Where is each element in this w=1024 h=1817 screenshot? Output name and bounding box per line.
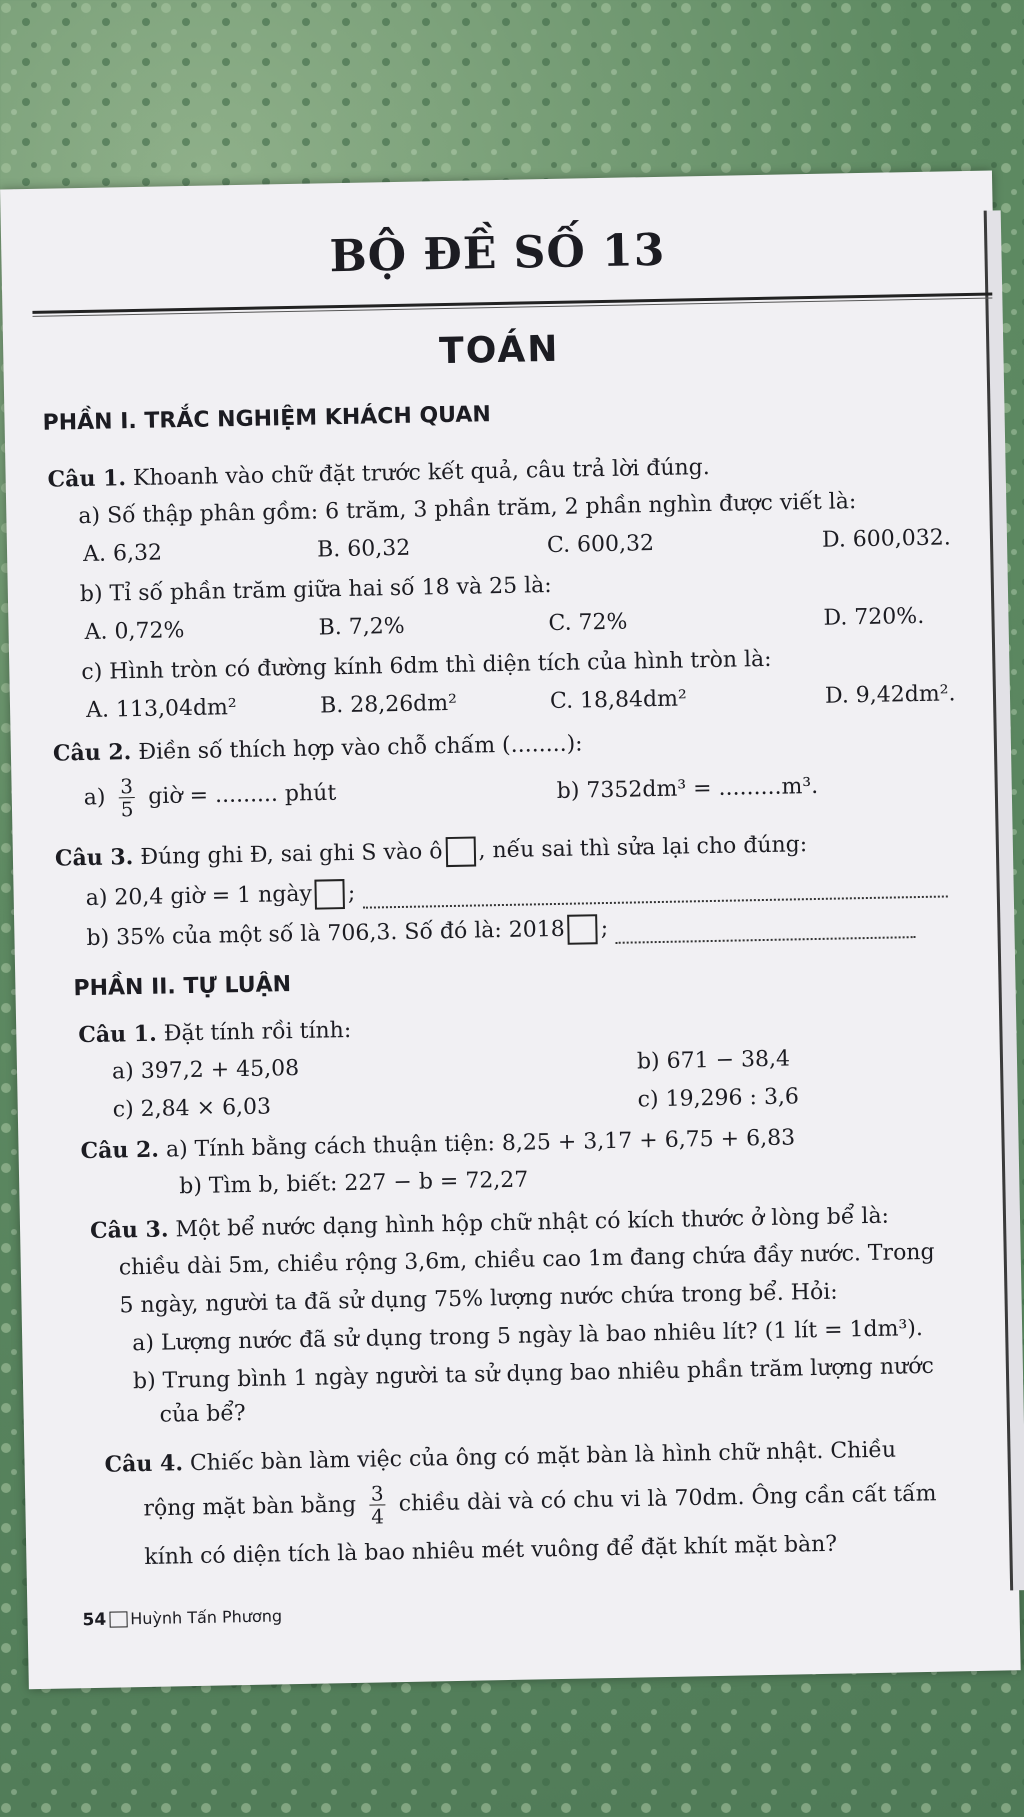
p1-q2a-rest: giờ = ......... phút (147, 780, 337, 810)
p1-q3b-text: b) 35% của một số là 706,3. Số đó là: 2018 (86, 916, 565, 951)
p2-q3-line1 (90, 1203, 889, 1244)
p1-q1 (47, 454, 710, 493)
p1-q1b-option-c: C. 72% (548, 609, 628, 637)
p2-q2 (80, 1124, 795, 1164)
p2-q4-line1 (104, 1437, 896, 1478)
p1-q2a-prefix: a) (83, 785, 106, 811)
p1-q3b (86, 907, 991, 954)
p1-q3a-text: a) 20,4 giờ = 1 ngày (85, 881, 313, 912)
p1-q1a-option-b: B. 60,32 (316, 535, 411, 563)
p1-q1a-option-c: C. 600,32 (546, 531, 655, 559)
p1-q3a-correction-line[interactable] (362, 877, 947, 908)
p1-q2a-denominator: 5 (120, 797, 134, 822)
p2-q4-line2 (143, 1472, 937, 1532)
subject-title: TOÁN (438, 328, 560, 373)
p1-q1c-text: c) Hình tròn có đường kính 6dm thì diện tích của hình tròn là: (81, 646, 772, 686)
p2-q1-item-c: c) 2,84 × 6,03 (112, 1094, 272, 1123)
p2-q3-b2: của bể? (159, 1401, 246, 1428)
p2-q2-b: b) Tìm b, biết: 227 − b = 72,27 (179, 1167, 529, 1200)
page-number: 54 (82, 1609, 107, 1631)
part2-heading: PHẦN II. TỰ LUẬN (73, 972, 292, 1002)
p1-q3a-answer-box[interactable] (315, 879, 346, 910)
title-rule (32, 292, 992, 313)
p1-q1-label: Câu 1. (47, 465, 127, 493)
p1-q1-text: Khoanh vào chữ đặt trước kết quả, câu trả lời đúng. (132, 454, 710, 492)
p1-q1b-text: b) Tỉ số phần trăm giữa hai số 18 và 25 là: (79, 573, 552, 608)
p2-q3-a: a) Lượng nước đã sử dụng trong 5 ngày là bao nhiêu lít? (1 lít = 1dm³). (132, 1316, 924, 1357)
p2-q3-b1: b) Trung bình 1 ngày người ta sử dụng bao nhiêu phần trăm lượng nước (132, 1353, 935, 1395)
p1-q1c-option-d: D. 9,42dm². (824, 681, 956, 709)
p1-q3b-correction-line[interactable] (615, 918, 915, 944)
p1-q3a (85, 867, 990, 914)
p2-q4-text-1: Chiếc bàn làm việc của ông có mặt bàn là hình chữ nhật. Chiều (189, 1437, 897, 1477)
p1-q2-text: Điền số thích hợp vào chỗ chấm (........): (138, 731, 583, 765)
author-name: Huỳnh Tấn Phương (130, 1606, 283, 1629)
p2-q3-label: Câu 3. (89, 1216, 169, 1244)
p2-q1-text: Đặt tính rồi tính: (163, 1017, 352, 1047)
p1-q1b-option-d: D. 720%. (823, 603, 925, 631)
p1-q2a (83, 771, 336, 821)
p2-q1-item-b: b) 671 − 38,4 (636, 1046, 791, 1075)
p2-q4-text-2a: rộng mặt bàn bằng (143, 1492, 357, 1522)
p1-q1c-option-a: A. 113,04dm² (85, 695, 237, 723)
p1-q2b: b) 7352dm³ = .........m³. (556, 773, 819, 804)
p1-q2a-numerator: 3 (120, 774, 134, 799)
p2-q1-item-d: c) 19,296 : 3,6 (637, 1084, 800, 1113)
p2-q4-fraction (369, 1482, 387, 1527)
page-footer (82, 1606, 282, 1630)
p2-q1 (78, 1017, 351, 1048)
p1-q1c-option-b: B. 28,26dm² (319, 690, 458, 719)
p1-q1b-option-b: B. 7,2% (318, 613, 405, 641)
p1-q3 (55, 830, 808, 874)
p1-q3-text-after: , nếu sai thì sửa lại cho đúng: (478, 832, 808, 864)
p2-q4-text-3: kính có diện tích là bao nhiêu mét vuông để đặt khít mặt bàn? (144, 1531, 838, 1571)
p1-q1a-option-d: D. 600,032. (821, 525, 952, 553)
page-title: BỘ ĐỀ SỐ 13 (329, 224, 666, 283)
p1-q3-text-before: Đúng ghi Đ, sai ghi S vào ô (140, 839, 443, 870)
p2-q3-text-2: chiều dài 5m, chiều rộng 3,6m, chiều cao 1m đang chứa đầy nước. Trong (118, 1239, 935, 1281)
p1-q3a-semicolon: ; (347, 880, 356, 906)
p2-q1-label: Câu 1. (78, 1020, 157, 1049)
p2-q3-text-1: Một bể nước dạng hình hộp chữ nhật có kích thước ở lòng bể là: (175, 1203, 890, 1243)
exam-page (0, 170, 1021, 1689)
part1-heading: PHẦN I. TRẮC NGHIỆM KHÁCH QUAN (42, 402, 492, 436)
p2-q4-text-2b: chiều dài và có chu vi là 70dm. Ông cần cất tấm (398, 1481, 937, 1517)
p2-q2-label: Câu 2. (80, 1136, 160, 1165)
answer-box-example (445, 837, 476, 868)
p1-q1a-text: a) Số thập phân gồm: 6 trăm, 3 phần trăm, 2 phần nghìn được viết là: (78, 489, 857, 530)
p1-q2-label: Câu 2. (52, 739, 132, 767)
p2-q4-denominator: 4 (371, 1504, 385, 1529)
p1-q1c-option-c: C. 18,84dm² (549, 686, 688, 715)
publisher-logo-icon (109, 1611, 127, 1627)
p2-q1-item-a: a) 397,2 + 45,08 (111, 1055, 300, 1085)
p1-q1b-option-a: A. 0,72% (84, 618, 185, 645)
p2-q4-label: Câu 4. (104, 1450, 184, 1478)
p1-q3b-answer-box[interactable] (567, 914, 598, 945)
p2-q2-a: a) Tính bằng cách thuận tiện: 8,25 + 3,17 + 6,75 + 6,83 (165, 1125, 796, 1163)
p1-q3b-semicolon: ; (600, 915, 609, 942)
p1-q2 (53, 730, 583, 766)
p2-q4-numerator: 3 (370, 1481, 384, 1506)
p1-q2a-fraction (118, 775, 136, 820)
p2-q3-text-3: 5 ngày, người ta đã sử dụng 75% lượng nước chứa trong bể. Hỏi: (119, 1279, 838, 1319)
p1-q1a-option-a: A. 6,32 (82, 540, 163, 567)
p1-q3-label: Câu 3. (54, 844, 134, 872)
